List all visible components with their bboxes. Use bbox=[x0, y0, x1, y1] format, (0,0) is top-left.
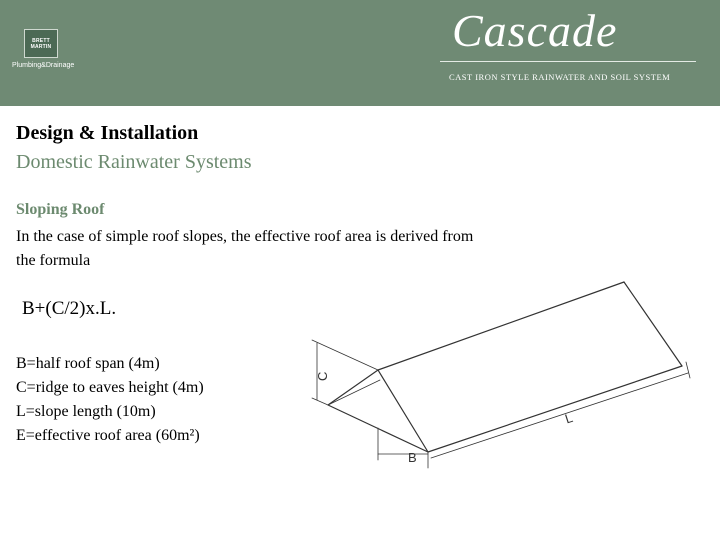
section-heading: Sloping Roof bbox=[16, 201, 105, 218]
definition-b: B=half roof span (4m) bbox=[16, 355, 160, 372]
logo-line-1: BRETT bbox=[32, 37, 50, 44]
far-gable-edge bbox=[624, 282, 682, 366]
cascade-logo-text: Cascade bbox=[452, 5, 618, 56]
header-divider bbox=[440, 61, 696, 62]
definition-e: E=effective roof area (60m²) bbox=[16, 427, 200, 444]
eaves-line bbox=[428, 366, 682, 452]
roof-diagram bbox=[300, 270, 710, 470]
page-subtitle: Domestic Rainwater Systems bbox=[16, 151, 252, 173]
tagline: CAST IRON STYLE RAINWATER AND SOIL SYSTEM bbox=[449, 72, 671, 82]
l-dimension-line bbox=[431, 373, 688, 458]
formula: B+(C/2)x.L. bbox=[22, 298, 117, 319]
definitions-list bbox=[16, 352, 204, 448]
c-label: C bbox=[315, 371, 330, 381]
back-slope-edge bbox=[328, 380, 380, 405]
body-paragraph: In the case of simple roof slopes, the effective roof area is derived from the formula bbox=[16, 228, 474, 269]
page-title: Design & Installation bbox=[16, 122, 199, 144]
l-extension-end bbox=[686, 362, 690, 378]
brett-martin-logo bbox=[24, 29, 58, 58]
l-label: L bbox=[562, 410, 575, 427]
b-label: B bbox=[408, 450, 417, 465]
c-extension-top bbox=[312, 340, 378, 370]
header-banner bbox=[0, 0, 720, 106]
ridge-line bbox=[378, 282, 624, 370]
definition-c: C=ridge to eaves height (4m) bbox=[16, 379, 204, 396]
c-extension-bottom bbox=[312, 398, 328, 405]
brand-subtitle: Plumbing&Drainage bbox=[12, 62, 75, 69]
logo-line-2: MARTIN bbox=[30, 43, 52, 50]
definition-l: L=slope length (10m) bbox=[16, 403, 156, 420]
